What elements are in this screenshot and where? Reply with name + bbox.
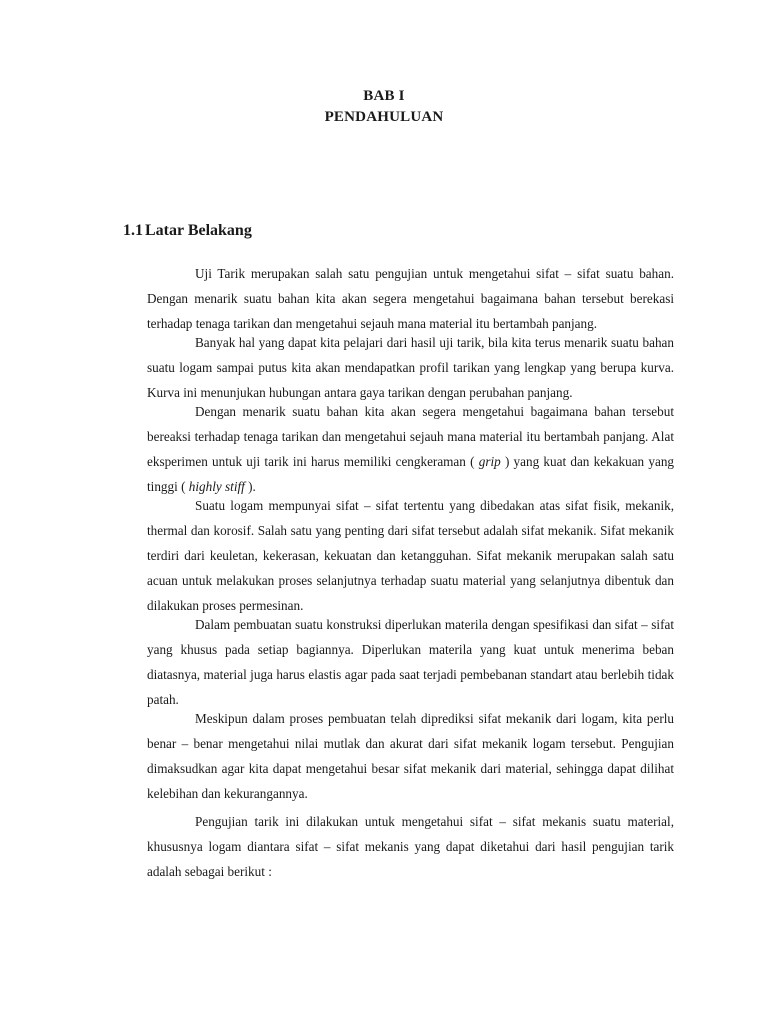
- paragraph-text: ).: [244, 479, 256, 494]
- paragraph: [147, 399, 674, 499]
- paragraph: Meskipun dalam proses pembuatan telah diprediksi sifat mekanik dari logam, kita perlu benar – benar mengetahui nilai mutlak dan akurat dari sifat mekanik logam tersebut. Pengujian dimaksudkan agar kita dapat mengetahui besar sifat mekanik dari material, sehingga dapat dilihat kelebihan dan kekurangannya.: [147, 711, 674, 801]
- paragraph: Uji Tarik merupakan salah satu pengujian untuk mengetahui sifat – sifat suatu bahan. Dengan menarik suatu bahan kita akan segera mengetahui bagaimana bahan tersebut berekasi terhadap tenaga tarikan dan mengetahui sejauh mana material itu bertambah panjang.: [147, 266, 674, 331]
- section-title: Latar Belakang: [145, 222, 252, 239]
- paragraph: Suatu logam mempunyai sifat – sifat tertentu yang dibedakan atas sifat fisik, mekanik, thermal dan korosif. Salah satu yang penting dari sifat tersebut adalah sifat mekanik. Sifat mekanik terdiri dari keuletan, kekerasan, kekuatan dan ketangguhan. Sifat mekanik merupakan salah satu acuan untuk melakukan proses selanjutnya terhadap suatu material yang selanjutnya dibentuk dan dilakukan proses permesinan.: [147, 498, 674, 613]
- chapter-title: PENDAHULUAN: [324, 109, 444, 125]
- paragraph: Dalam pembuatan suatu konstruksi diperlukan materila dengan spesifikasi dan sifat – sifat yang khusus pada setiap bagiannya. Diperlukan materila yang kuat untuk menerima beban diatasnya, material juga harus elastis agar pada saat terjadi pembebanan standart atau berlebih tidak patah.: [147, 617, 674, 707]
- emphasis-term: highly stiff: [188, 479, 245, 494]
- paragraph: Pengujian tarik ini dilakukan untuk mengetahui sifat – sifat mekanis suatu material, khususnya logam diantara sifat – sifat mekanis yang dapat diketahui dari hasil pengujian tarik adalah sebagai berikut :: [147, 814, 674, 879]
- paragraph-text: ) yang kuat dan kekakuan yang tinggi (: [147, 454, 675, 494]
- chapter-number: BAB I: [363, 88, 405, 104]
- section-heading: [123, 222, 252, 240]
- paragraph: Banyak hal yang dapat kita pelajari dari hasil uji tarik, bila kita terus menarik suatu bahan suatu logam sampai putus kita akan mendapatkan profil tarikan yang lengkap yang berupa kurva. Kurva ini menunjukan hubungan antara gaya tarikan dengan perubahan panjang.: [147, 335, 674, 400]
- body-text: [147, 261, 674, 884]
- emphasis-term: grip: [478, 454, 501, 469]
- paragraph-text: Dengan menarik suatu bahan kita akan segera mengetahui bagaimana bahan tersebut bereaksi terhadap tenaga tarikan dan mengetahui sejauh mana material itu bertambah panjang. Alat eksperimen untuk uji tarik ini harus memiliki cengkeraman (: [147, 404, 674, 469]
- section-number: 1.1: [123, 222, 143, 239]
